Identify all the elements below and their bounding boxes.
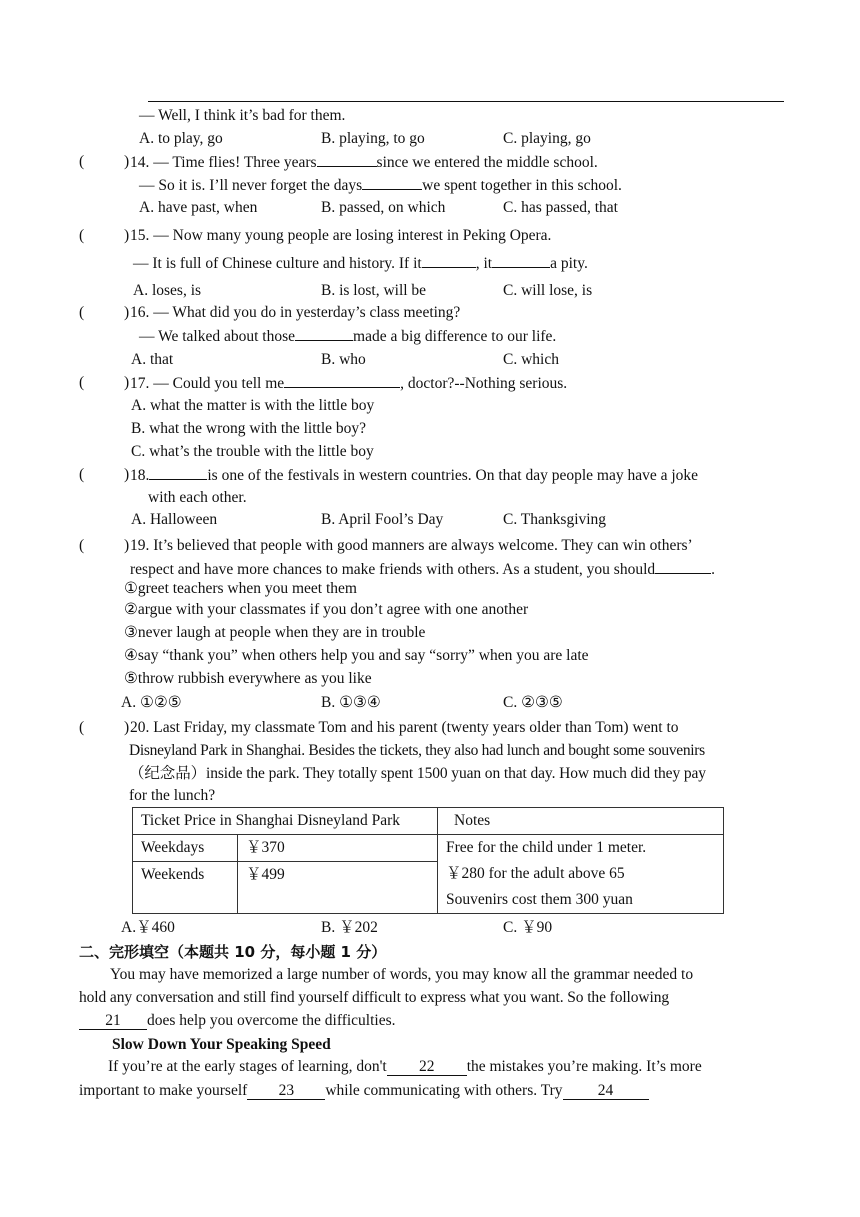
cloze-subtitle: Slow Down Your Speaking Speed [112,1036,331,1053]
ticket-price-table [132,807,724,914]
table-cell-weekends-price: ￥499 [238,862,438,914]
q18-option-c: C. Thanksgiving [503,511,607,528]
q19-line1: 19. It’s believed that people with good manners are always welcome. They can win others’ [130,537,693,554]
q20-line2: Disneyland Park in Shanghai. Besides the tickets, they also had lunch and bought some souvenirs [129,742,705,759]
q17-option-c: C. what’s the trouble with the little boy [131,443,374,460]
q16-line2: — We talked about those made a big difference to our life. [139,328,557,345]
q19-option-a: A. ①②⑤ [121,694,182,711]
q15-option-b: B. is lost, will be [321,282,427,299]
q13-answer-line: — Well, I think it’s bad for them. [139,107,346,124]
q15-answer-paren-left: ( [79,227,85,244]
q15-answer-paren-right: ) [124,227,130,244]
q19-line2: respect and have more chances to make friends with others. As a student, you should . [130,561,716,578]
q14-option-b: B. passed, on which [321,199,446,216]
q14-line2: — So it is. I’ll never forget the days we spent together in this school. [139,177,622,194]
q14-answer-paren-left: ( [79,153,85,170]
q15-blank-2 [492,253,550,268]
q18-option-b: B. April Fool’s Day [321,511,444,528]
table-header-notes: Notes [438,808,724,835]
q19-option-b: B. ①③④ [321,694,381,711]
note-2: ￥280 for the adult above 65 [446,865,625,882]
q18-blank [149,465,207,480]
q20-option-c: C. ￥90 [503,919,553,936]
q20-line3: （纪念品）inside the park. They totally spent 1500 yuan on that day. How much did they pay [129,765,706,782]
section-heading-cloze: 二、完形填空（本题共 10 分，每小题 1 分） [79,943,387,961]
q18-answer-paren-right: ) [124,466,130,483]
q16-option-b: B. who [321,351,366,368]
q17-answer-paren-right: ) [124,374,130,391]
cloze-para-line1: You may have memorized a large number of words, you may know all the grammar needed to [110,966,694,983]
cloze-blank-23: 23 [247,1083,325,1100]
q14-answer-paren-right: ) [124,153,130,170]
q15-line2: — It is full of Chinese culture and history. If it , it a pity. [133,255,588,272]
q13-option-c: C. playing, go [503,130,591,147]
cloze-blank-21: 21 [79,1013,147,1030]
q15-blank-1 [422,253,476,268]
q14-blank-1 [317,152,377,167]
q20-option-a: A.￥460 [121,919,175,936]
table-cell-notes [438,835,724,914]
q19-item-5: ⑤throw rubbish everywhere as you like [124,670,372,687]
q19-item-1: ①greet teachers when you meet them [124,580,357,597]
q19-answer-paren-left: ( [79,537,85,554]
q16-option-a: A. that [131,351,174,368]
cloze-para-line2: hold any conversation and still find yourself difficult to express what you want. So the following [79,989,670,1006]
q18-line2: with each other. [148,489,247,506]
q17-blank [284,373,400,388]
q16-line1: 16. — What did you do in yesterday’s class meeting? [130,304,461,321]
q19-item-2: ②argue with your classmates if you don’t agree with one another [124,601,529,618]
q15-line1: 15. — Now many young people are losing interest in Peking Opera. [130,227,552,244]
cloze-para-line5: important to make yourself 23 while communicating with others. Try 24 [79,1081,649,1101]
q20-line1: 20. Last Friday, my classmate Tom and his parent (twenty years older than Tom) went to [130,719,679,736]
q14-blank-2 [362,175,422,190]
q17-answer-paren-left: ( [79,374,85,391]
note-3: Souvenirs cost them 300 yuan [446,891,633,908]
q18-line1: 18. is one of the festivals in western countries. On that day people may have a joke [130,467,699,484]
q19-item-4: ④say “thank you” when others help you and say “sorry” when you are late [124,647,589,664]
q16-answer-paren-left: ( [79,304,85,321]
q20-answer-paren-left: ( [79,719,85,736]
q14-option-c: C. has passed, that [503,199,618,216]
q20-answer-paren-right: ) [124,719,130,736]
q17-option-a: A. what the matter is with the little boy [131,397,375,414]
q16-answer-paren-right: ) [124,304,130,321]
q19-blank [655,559,711,574]
q13-option-b: B. playing, to go [321,130,425,147]
cloze-para-line4: If you’re at the early stages of learning, don't 22 the mistakes you’re making. It’s more [108,1058,702,1075]
q15-option-a: A. loses, is [133,282,202,299]
table-cell-weekends: Weekends [133,862,238,914]
q15-option-c: C. will lose, is [503,282,593,299]
header-rule [148,101,784,102]
table-header-price: Ticket Price in Shanghai Disneyland Park [133,808,438,835]
q17-option-b: B. what the wrong with the little boy? [131,420,367,437]
q19-option-c: C. ②③⑤ [503,694,563,711]
note-1: Free for the child under 1 meter. [446,839,647,856]
q19-answer-paren-right: ) [124,537,130,554]
q17-line1: 17. — Could you tell me , doctor?--Nothing serious. [130,375,568,392]
q13-option-a: A. to play, go [139,130,223,147]
q20-option-b: B. ￥202 [321,919,378,936]
q18-answer-paren-left: ( [79,466,85,483]
q20-line4: for the lunch? [129,787,216,804]
q18-option-a: A. Halloween [131,511,218,528]
cloze-blank-24: 24 [563,1083,649,1100]
q14-line1: 14. — Time flies! Three years since we entered the middle school. [130,154,598,171]
table-cell-weekdays-price: ￥370 [238,835,438,862]
q14-option-a: A. have past, when [139,199,258,216]
cloze-para-line3: 21 does help you overcome the difficulties. [79,1011,396,1031]
table-cell-weekdays: Weekdays [133,835,238,862]
cloze-blank-22: 22 [387,1059,467,1076]
q16-option-c: C. which [503,351,559,368]
q19-item-3: ③never laugh at people when they are in trouble [124,624,426,641]
q16-blank [295,326,353,341]
